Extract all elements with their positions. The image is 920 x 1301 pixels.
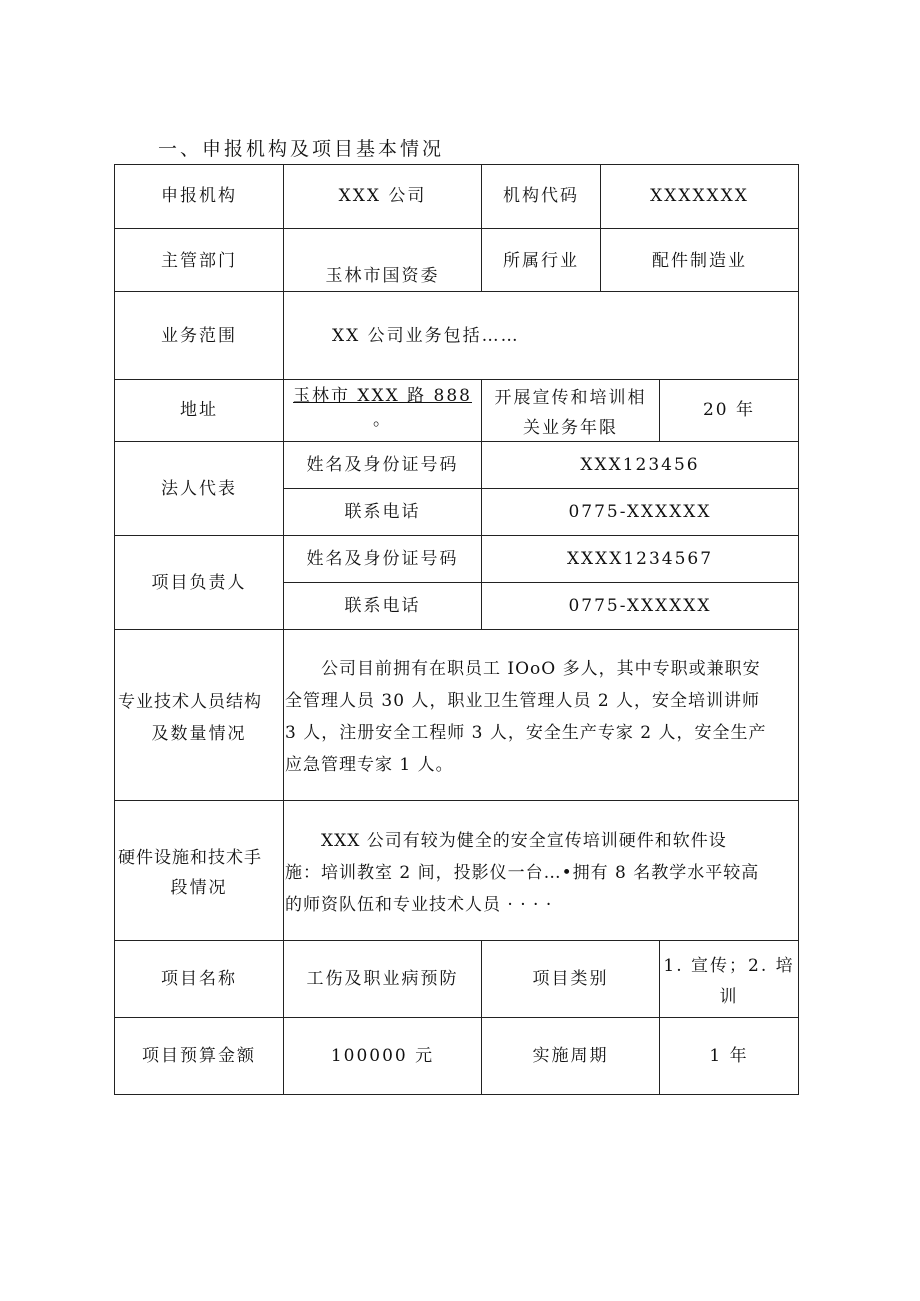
hardware-label-cell — [114, 800, 284, 941]
project-lead-id-label: 姓名及身份证号码 — [306, 549, 459, 569]
hardware-line: 施：培训教室 2 间，投影仪一台…•拥有 8 名教学水平较高 — [285, 863, 760, 883]
years-label-line2: 关业务年限 — [523, 418, 618, 438]
project-category-line2: 训 — [719, 987, 739, 1007]
staff-line: 公司目前拥有在职员工 IOoO 多人，其中专职或兼职安 — [285, 659, 761, 679]
project-category-line1: 1. 宣传；2. 培 — [663, 956, 795, 976]
hardware-label-line1: 硬件设施和技术手 — [118, 848, 262, 868]
staff-description — [285, 653, 797, 781]
org-label: 申报机构 — [161, 186, 237, 206]
section-heading: 一、申报机构及项目基本情况 — [158, 138, 445, 160]
project-lead-id-value: XXXX1234567 — [566, 549, 714, 569]
hardware-line: XXX 公司有较为健全的安全宣传培训硬件和软件设 — [285, 831, 727, 851]
budget-label: 项目预算金额 — [142, 1046, 256, 1066]
project-category-label: 项目类别 — [532, 969, 609, 989]
legal-rep-id-label: 姓名及身份证号码 — [306, 455, 459, 475]
budget-value: 100000 元 — [330, 1046, 435, 1066]
project-lead-phone-label: 联系电话 — [344, 596, 421, 616]
years-value: 20 年 — [702, 400, 756, 420]
period-label: 实施周期 — [532, 1046, 609, 1066]
period-value: 1 年 — [709, 1046, 749, 1066]
legal-rep-phone-label: 联系电话 — [344, 502, 421, 522]
org-value: XXX 公司 — [338, 186, 427, 206]
project-lead-label: 项目负责人 — [151, 573, 247, 593]
dept-label: 主管部门 — [161, 251, 237, 271]
org-code-value: XXXXXXX — [650, 186, 749, 206]
hardware-description — [285, 825, 797, 921]
industry-value: 配件制造业 — [652, 251, 747, 271]
hardware-line: 的师资队伍和专业技术人员 · · · · — [285, 895, 553, 915]
project-name-label: 项目名称 — [161, 969, 237, 989]
years-label-line1: 开展宣传和培训相 — [494, 388, 647, 408]
staff-label-line2: 及数量情况 — [151, 724, 247, 744]
staff-label-line1: 专业技术人员结构 — [118, 692, 262, 712]
industry-label: 所属行业 — [503, 251, 579, 271]
legal-rep-phone-value: 0775-XXXXXX — [568, 502, 712, 522]
address-label: 地址 — [180, 400, 218, 420]
staff-line: 3 人，注册安全工程师 3 人，安全生产专家 2 人，安全生产 — [285, 723, 767, 743]
scope-value: XX 公司业务包括…… — [332, 326, 520, 346]
staff-line: 全管理人员 30 人，职业卫生管理人员 2 人，安全培训讲师 — [285, 691, 761, 711]
org-code-label: 机构代码 — [503, 186, 579, 206]
address-value-tail: 。 — [373, 410, 392, 430]
legal-rep-label: 法人代表 — [161, 479, 237, 499]
hardware-label-line2: 段情况 — [170, 878, 228, 898]
staff-label-cell — [114, 629, 284, 801]
project-name-value: 工伤及职业病预防 — [306, 969, 459, 989]
staff-line: 应急管理专家 1 人。 — [285, 755, 454, 775]
dept-value: 玉林市国资委 — [325, 266, 440, 286]
scope-label: 业务范围 — [161, 326, 237, 346]
address-value: 玉林市 XXX 路 888 — [293, 386, 472, 406]
legal-rep-id-value: XXX123456 — [580, 455, 700, 475]
project-lead-phone-value: 0775-XXXXXX — [568, 596, 712, 616]
